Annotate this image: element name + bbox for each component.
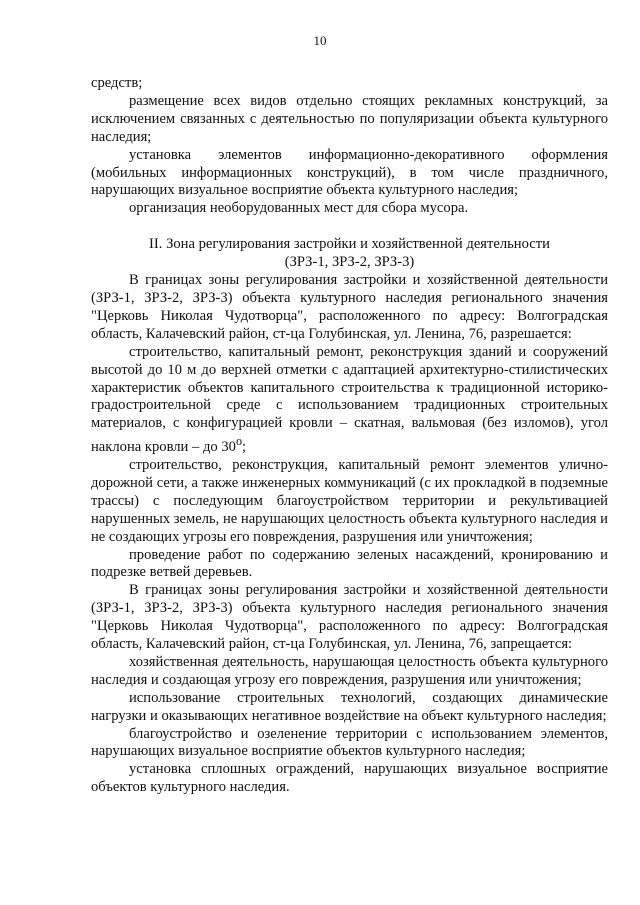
allowed-intro: В границах зоны регулирования застройки и хозяйственной деятельности (ЗРЗ-1, ЗРЗ-2, ЗРЗ-3) объекта культурного наследия регионального значения "Церковь Николая Чудотворца", расположенного по адресу: Волгоградская область, Калачевский район, ст-ца Голубинская, ул. Ленина, 76, разрешается: — [91, 272, 608, 342]
prohibited-item: использование строительных технологий, создающих динамические нагрузки и оказывающих негативное воздействие на объект культурного наследия; — [91, 689, 608, 724]
degree-superscript: о — [235, 434, 243, 449]
allowed-item: строительство, реконструкция, капитальный ремонт элементов улично-дорожной сети, а также инженерных коммуникаций (с их прокладкой в подземные трассы) с последующим благоустройством территории и рекультивацией нарушенных земель, не нарушающих целостность объекта культурного наследия и не создающих угрозы его повреждения, разрушения или уничтожения; — [91, 456, 608, 545]
prohibited-item: установка сплошных ограждений, нарушающих визуальное восприятие объектов культурного наследия. — [91, 761, 608, 796]
page-number: 10 — [313, 33, 327, 48]
paragraph: средств; — [91, 75, 143, 91]
document-body — [91, 75, 608, 797]
allowed-item-text: строительство, капитальный ремонт, реконструкция зданий и сооружений высотой до 10 м до верхней отметки с адаптацией архитектурно-стилистических характеристик объектов капитального строительства к традиционной историко-градостроительной среде с использованием традиционных строительных материалов, с конфигурацией кровли – скатная, вальмовая (без изломов), угол наклона кровли – до 30 — [91, 343, 608, 456]
section-heading-line: II. Зона регулирования застройки и хозяйственной деятельности — [149, 236, 550, 253]
prohibited-item: хозяйственная деятельность, нарушающая целостность объекта культурного наследия и создающая угрозу его повреждения, разрушения или уничтожения; — [91, 653, 608, 688]
allowed-item — [91, 344, 608, 457]
section-heading-line: (ЗРЗ-1, ЗРЗ-2, ЗРЗ-3) — [284, 254, 415, 271]
paragraph: установка элементов информационно-декоративного оформления (мобильных информационных конструкций), в том числе праздничного, нарушающих визуальное восприятие объекта культурного наследия; — [91, 146, 608, 199]
prohibited-intro: В границах зоны регулирования застройки и хозяйственной деятельности (ЗРЗ-1, ЗРЗ-2, ЗРЗ-3) объекта культурного наследия регионального значения "Церковь Николая Чудотворца", расположенного по адресу: Волгоградская область, Калачевский район, ст-ца Голубинская, ул. Ленина, 76, запрещается: — [91, 582, 608, 653]
allowed-item-tail: ; — [242, 439, 247, 456]
prohibited-item: благоустройство и озеленение территории с использованием элементов, нарушающих визуальное восприятие объектов культурного наследия; — [91, 725, 608, 760]
paragraph: размещение всех видов отдельно стоящих рекламных конструкций, за исключением связанных с деятельностью по популяризации объекта культурного наследия; — [91, 92, 608, 145]
paragraph: организация необорудованных мест для сбора мусора. — [129, 200, 469, 217]
allowed-item: проведение работ по содержанию зеленых насаждений, кронированию и подрезке ветвей деревьев. — [91, 546, 608, 581]
section-heading — [91, 236, 608, 272]
